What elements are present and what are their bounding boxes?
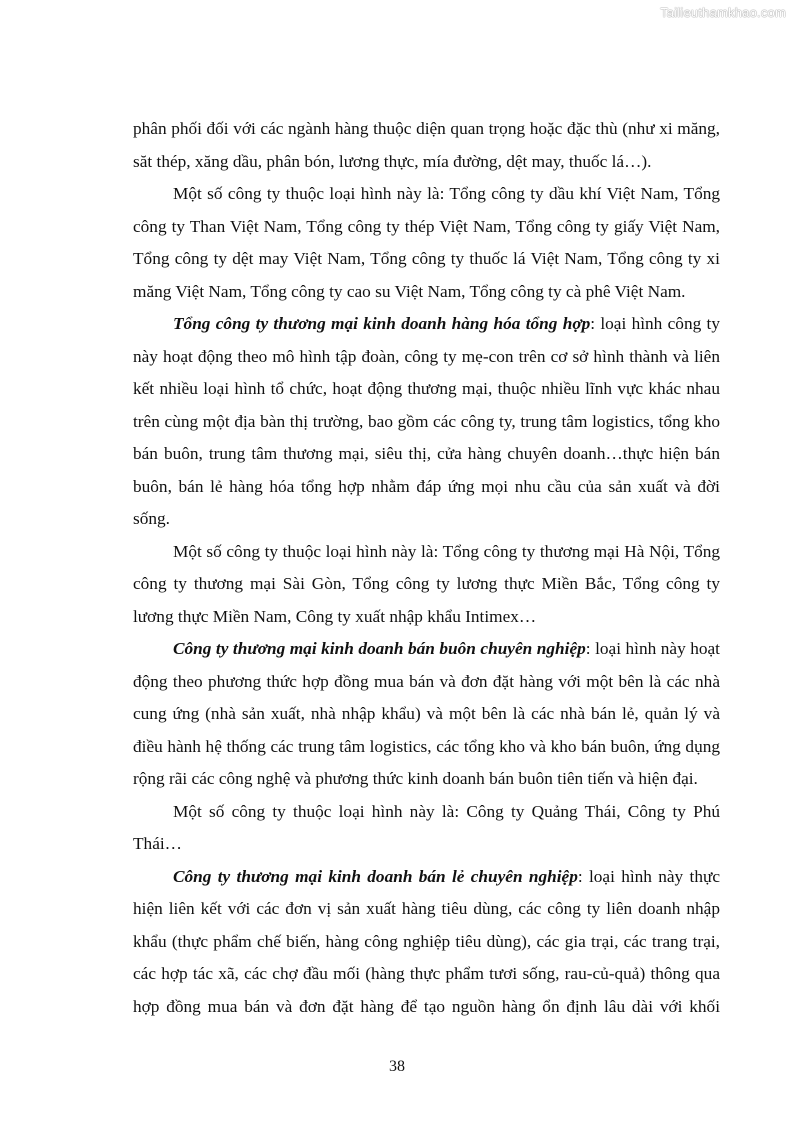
page-number: 38 [389, 1058, 405, 1075]
paragraph-lead-term: Công ty thương mại kinh doanh bán buôn chuyên nghiệp [173, 639, 586, 658]
watermark: Tailieuthamkhao.com [660, 5, 786, 20]
paragraph [133, 796, 720, 861]
document-body [133, 113, 720, 1023]
paragraph [133, 536, 720, 634]
paragraph [133, 113, 720, 178]
paragraph [133, 178, 720, 308]
paragraph-text: : loại hình công ty này hoạt động theo mô hình tập đoàn, công ty mẹ-con trên cơ sở hình thành và liên kết nhiều loại hình tổ chức, hoạt động thương mại, thuộc nhiều lĩnh vực khác nhau trên cùng một địa bàn thị trường, bao gồm các công ty, trung tâm logistics, tổng kho bán buôn, trung tâm thương mại, siêu thị, cửa hàng chuyên doanh…thực hiện bán buôn, bán lẻ hàng hóa tổng hợp nhằm đáp ứng mọi nhu cầu của sản xuất và đời sống. [133, 314, 720, 528]
paragraph-text: Một số công ty thuộc loại hình này là: Công ty Quảng Thái, Công ty Phú Thái… [133, 801, 720, 853]
paragraph-text: Một số công ty thuộc loại hình này là: Tổng công ty dầu khí Việt Nam, Tổng công ty Than Việt Nam, Tổng công ty thép Việt Nam, Tổng công ty giấy Việt Nam, Tổng công ty dệt may Việt Nam, Tổng công ty thuốc lá Việt Nam, Tổng công ty xi măng Việt Nam, Tổng công ty cao su Việt Nam, Tổng công ty cà phê Việt Nam. [133, 184, 720, 301]
paragraph-text: : loại hình này thực hiện liên kết với các đơn vị sản xuất hàng tiêu dùng, các công ty liên doanh nhập khẩu (thực phẩm chế biến, hàng công nghiệp tiêu dùng), các gia trại, các trang trại, các hợp tác xã, các chợ đầu mối (hàng thực phẩm tươi sống, rau-củ-quả) thông qua hợp đồng mua bán và đơn đặt hàng để tạo nguồn hàng ổn định lâu dài với khối [133, 866, 720, 1016]
paragraph [133, 861, 720, 1024]
paragraph [133, 633, 720, 796]
paragraph-text: Một số công ty thuộc loại hình này là: Tổng công ty thương mại Hà Nội, Tổng công ty thương mại Sài Gòn, Tổng công ty lương thực Miền Bắc, Tổng công ty lương thực Miền Nam, Công ty xuất nhập khẩu Intimex… [133, 541, 720, 626]
paragraph [133, 308, 720, 536]
paragraph-text: phân phối đối với các ngành hàng thuộc diện quan trọng hoặc đặc thù (như xi măng, săt thép, xăng dầu, phân bón, lương thực, mía đường, dệt may, thuốc lá…). [133, 119, 720, 171]
paragraph-lead-term: Công ty thương mại kinh doanh bán lẻ chuyên nghiệp [173, 866, 578, 886]
paragraph-text: : loại hình này hoạt động theo phương thức hợp đồng mua bán và đơn đặt hàng với một bên là các nhà cung ứng (nhà sản xuất, nhà nhập khẩu) và một bên là các nhà bán lẻ, quản lý và điều hành hệ thống các trung tâm logistics, các tổng kho và kho bán buôn, ứng dụng rộng rãi các công nghệ và phương thức kinh doanh bán buôn tiên tiến và hiện đại. [133, 639, 720, 788]
paragraph-lead-term: Tổng công ty thương mại kinh doanh hàng hóa tổng hợp [173, 314, 591, 333]
